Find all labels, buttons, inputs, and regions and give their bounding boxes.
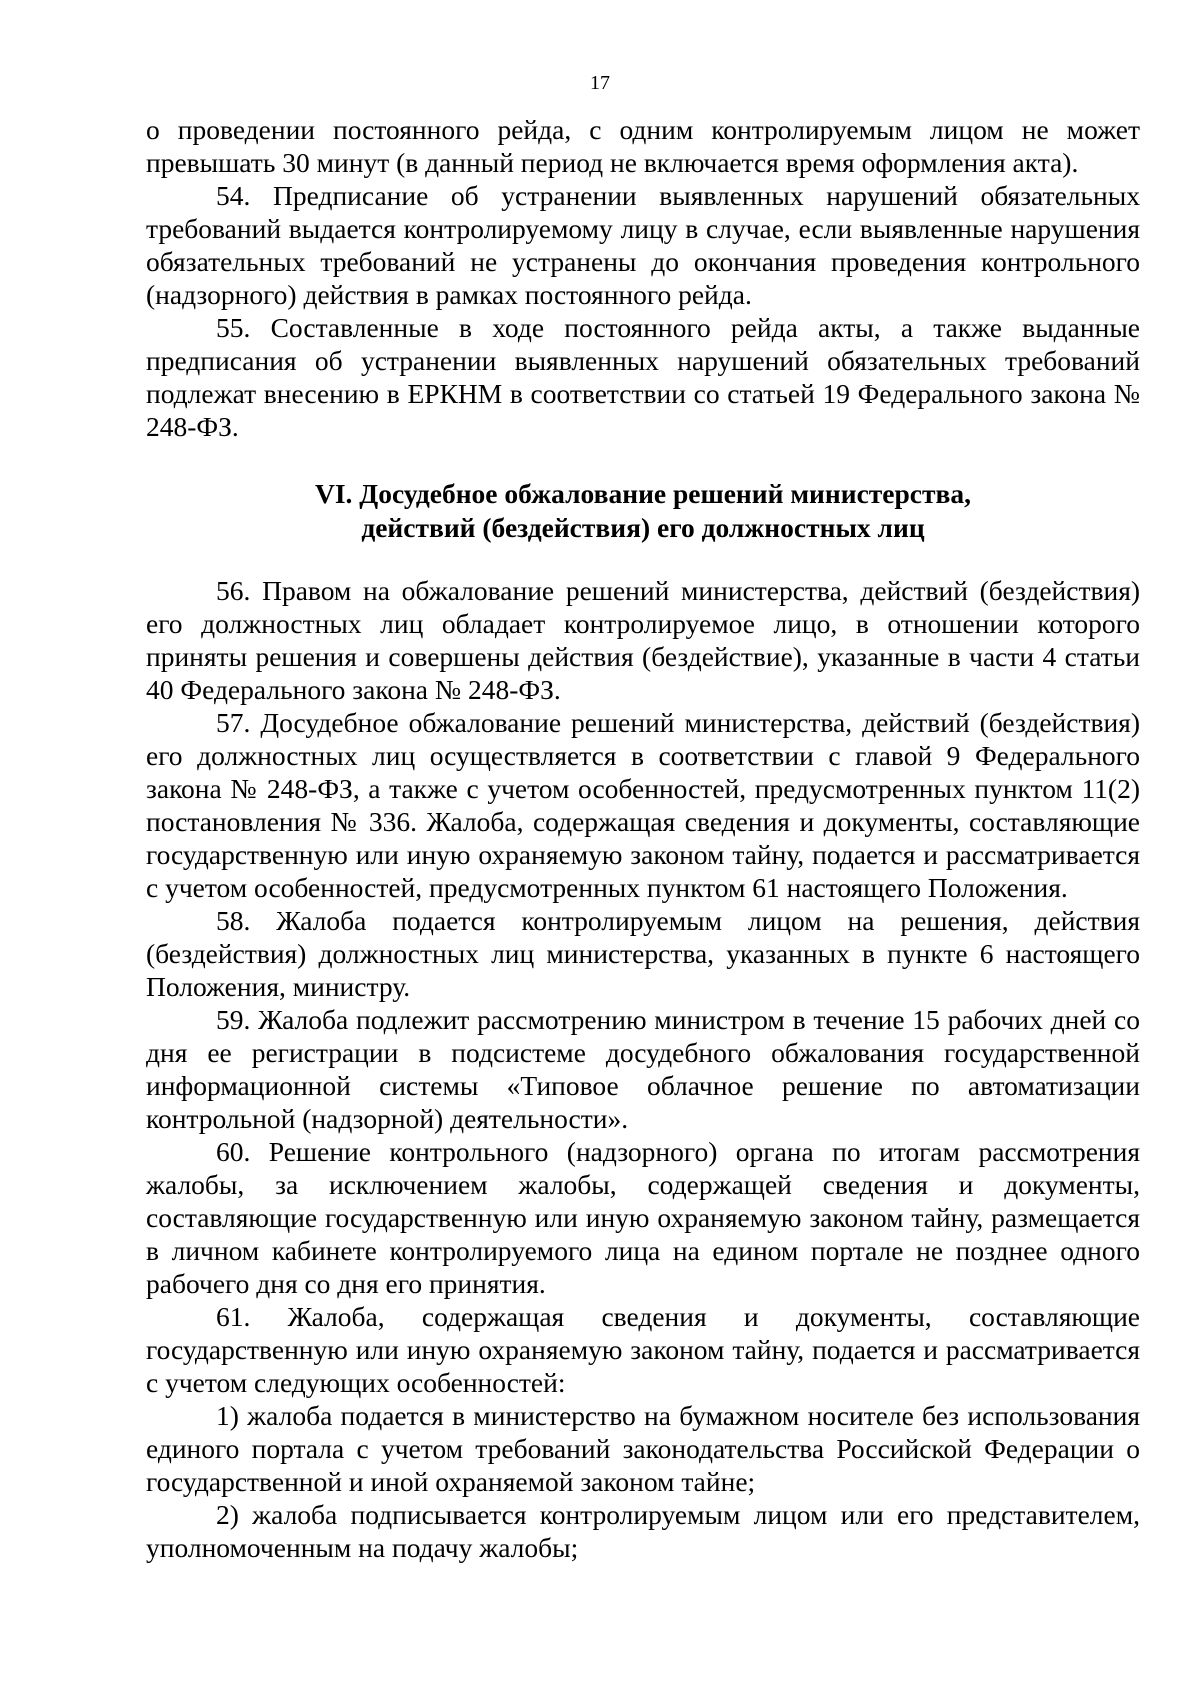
list-item-1: 1) жалоба подается в министерство на бумажном носителе без использования единого портала с учетом требований законодательства Российской Федерации о государственной и иной охраняемой законом тайне;: [146, 1400, 1140, 1497]
text-block-section: [146, 574, 1140, 1564]
paragraph-55: 55. Составленные в ходе постоянного рейда акты, а также выданные предписания об устранении выявленных нарушений обязательных требований подлежат внесению в ЕРКНМ в соответствии со статьей 19 Федерального закона № 248-ФЗ.: [146, 312, 1140, 442]
section-heading: [146, 477, 1140, 545]
section-heading-line-2: действий (бездействия) его должностных лиц: [361, 512, 925, 543]
page-number: 17: [590, 72, 610, 94]
paragraph-61: 61. Жалоба, содержащая сведения и документы, составляющие государственную или иную охраняемую законом тайну, подается и рассматривается с учетом следующих особенностей:: [146, 1301, 1140, 1398]
section-heading-line-1: VI. Досудебное обжалование решений министерства,: [315, 478, 971, 509]
paragraph-59: 59. Жалоба подлежит рассмотрению министром в течение 15 рабочих дней со дня ее регистрации в подсистеме досудебного обжалования государственной информационной системы «Типовое облачное решение по автоматизации контрольной (надзорной) деятельности».: [146, 1004, 1140, 1134]
paragraph-54: 54. Предписание об устранении выявленных нарушений обязательных требований выдается контролируемому лицу в случае, если выявленные нарушения обязательных требований не устранены до окончания проведения контрольного (надзорного) действия в рамках постоянного рейда.: [146, 180, 1140, 310]
paragraph-58: 58. Жалоба подается контролируемым лицом на решения, действия (бездействия) должностных лиц министерства, указанных в пункте 6 настоящего Положения, министру.: [146, 905, 1140, 1002]
paragraph-56: 56. Правом на обжалование решений министерства, действий (бездействия) его должностных лиц обладает контролируемое лицо, в отношении которого приняты решения и совершены действия (бездействие), указанные в части 4 статьи 40 Федерального закона № 248-ФЗ.: [146, 575, 1140, 705]
paragraph-continuation: о проведении постоянного рейда, с одним контролируемым лицом не может превышать 30 минут (в данный период не включается время оформления акта).: [146, 114, 1140, 178]
paragraph-60: 60. Решение контрольного (надзорного) органа по итогам рассмотрения жалобы, за исключением жалобы, содержащей сведения и документы, составляющие государственную или иную охраняемую законом тайну, размещается в личном кабинете контролируемого лица на едином портале не позднее одного рабочего дня со дня его принятия.: [146, 1136, 1140, 1299]
list-item-2: 2) жалоба подписывается контролируемым лицом или его представителем, уполномоченным на подачу жалобы;: [146, 1499, 1140, 1563]
paragraph-57: 57. Досудебное обжалование решений министерства, действий (бездействия) его должностных лиц осуществляется в соответствии с главой 9 Федерального закона № 248-ФЗ, а также с учетом особенностей, предусмотренных пунктом 11(2) постановления № 336. Жалоба, содержащая сведения и документы, составляющие государственную или иную охраняемую законом тайну, подается и рассматривается с учетом особенностей, предусмотренных пунктом 61 настоящего Положения.: [146, 707, 1140, 903]
text-block-top: [146, 113, 1140, 443]
